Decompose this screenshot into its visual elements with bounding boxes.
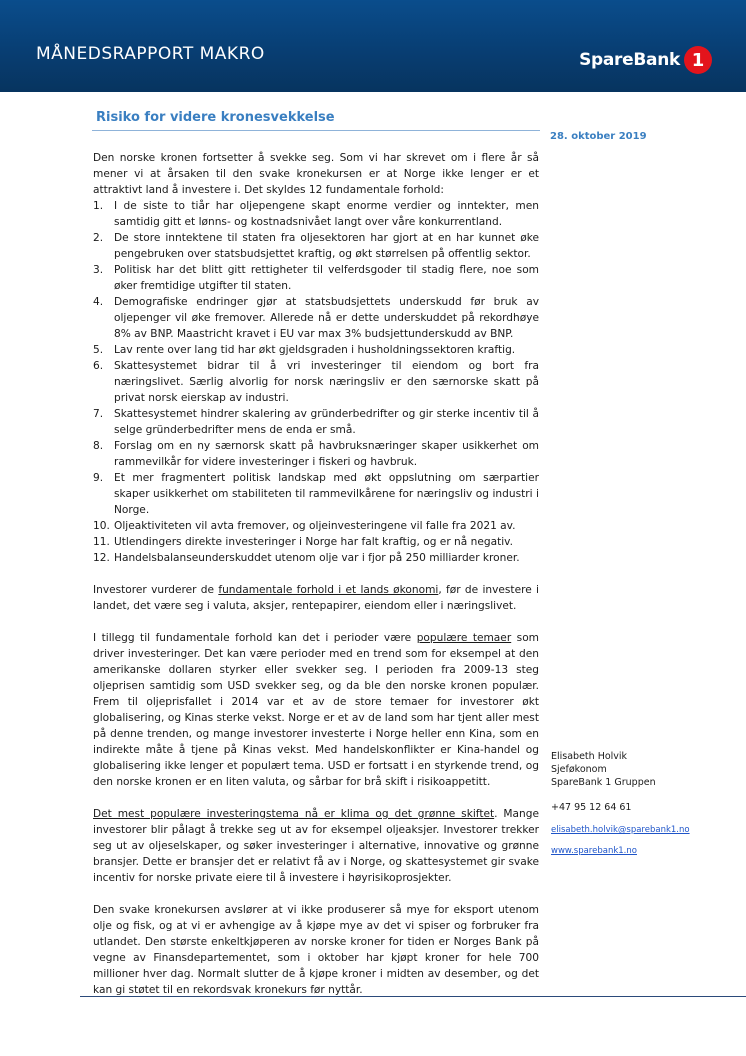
list-item-number: 4. (93, 296, 104, 308)
fundamentals-link[interactable]: fundamentale forhold i et lands økonomi (218, 584, 439, 596)
list-item-number: 10. (93, 520, 110, 532)
article-date: 28. oktober 2019 (550, 131, 647, 142)
list-item-text: Skattesystemet bidrar til å vri investeringer til eiendom og bort fra næringslivet. Særlig alvorlig for norsk næringsliv er den særnorske skatt på privat norsk eierskap av industri. (114, 360, 539, 404)
list-item-text: Oljeaktiviteten vil avta fremover, og oljeinvesteringene vil falle fra 2021 av. (114, 520, 516, 532)
list-item (93, 550, 539, 566)
list-item (93, 198, 539, 230)
author-email-link[interactable]: elisabeth.holvik@sparebank1.no (551, 825, 690, 835)
paragraph-climate (93, 806, 539, 886)
author-name: Elisabeth Holvik (551, 751, 628, 762)
website-link[interactable]: www.sparebank1.no (551, 846, 637, 856)
text-run: Investorer vurderer de (93, 584, 219, 596)
list-item-number: 9. (93, 472, 104, 484)
list-item (93, 438, 539, 470)
list-item-number: 2. (93, 232, 104, 244)
report-title: MÅNEDSRAPPORT MAKRO (36, 44, 265, 64)
author-phone: +47 95 12 64 61 (551, 802, 632, 813)
text-run: . Mange investorer blir pålagt å trekke seg ut av for eksempel oljeaksjer. Investorer trekker seg ut av oljeselskaper, og søker investeringer i alternative, innovative og grønne bransjer. Dette er bransjer det er relativt få av i Norge, og skattesystemet gir svake incentiv for norske private eiere til å investere i høyrisikoprosjekter. (93, 808, 539, 884)
intro-paragraph: Den norske kronen fortsetter å svekke seg. Som vi har skrevet om i flere år så mener vi at årsaken til den svake kronekursen er at Norge ikke lenger er et attraktivt land å investere i. Det skyldes 12 fundamentale forhold: (93, 152, 539, 196)
paragraph-themes (93, 630, 539, 790)
climate-link[interactable]: Det mest populære investeringstema nå er klima og det grønne skiftet (93, 808, 495, 820)
list-item-number: 7. (93, 408, 104, 420)
list-item (93, 518, 539, 534)
logo-text: SpareBank (579, 50, 680, 70)
author-role: Sjeføkonom (551, 764, 607, 775)
list-item-number: 8. (93, 440, 104, 452)
logo-mark: 1 (684, 46, 712, 74)
article-body (93, 150, 539, 998)
list-item-number: 1. (93, 200, 104, 212)
list-item (93, 294, 539, 342)
footer-divider (80, 996, 746, 997)
list-item (93, 470, 539, 518)
author-org: SpareBank 1 Gruppen (551, 777, 656, 788)
list-item-text: Et mer fragmentert politisk landskap med økt oppslutning om særpartier skaper usikkerhet om stabiliteten til rammevilkårene for næringsliv og industri i Norge. (114, 472, 539, 516)
popular-themes-link[interactable]: populære temaer (416, 632, 512, 644)
text-run: , før de investere i landet, det være seg i valuta, aksjer, rentepapirer, eiendom eller i næringslivet. (93, 584, 539, 612)
headline-divider (92, 130, 540, 131)
list-item-text: Politisk har det blitt gitt rettigheter til velferdsgoder til stadig flere, noe som øker fremtidige utgifter til staten. (114, 264, 539, 292)
list-item (93, 342, 539, 358)
list-item-text: Skattesystemet hindrer skalering av gründerbedrifter og gir sterke incentiv til å selge gründerbedrifter mens de enda er små. (114, 408, 539, 436)
list-item (93, 230, 539, 262)
list-item-text: I de siste to tiår har oljepengene skapt enorme verdier og inntekter, men samtidig gitt et lønns- og kostnadsnivået langt over våre konkurrentland. (114, 200, 539, 228)
factor-list (93, 198, 539, 566)
list-item-number: 3. (93, 264, 104, 276)
list-item (93, 358, 539, 406)
list-item-text: Utlendingers direkte investeringer i Norge har falt kraftig, og er nå negativ. (114, 536, 513, 548)
list-item-text: Demografiske endringer gjør at statsbudsjettets underskudd før bruk av oljepenger vil øke fremover. Allerede nå er dette underskuddet på rekordhøye 8% av BNP. Maastricht kravet i EU var max 3% budsjettunderskudd av BNP. (114, 296, 539, 340)
paragraph-krone: Den svake kronekursen avslører at vi ikke produserer så mye for eksport utenom olje og fisk, og at vi er avhengige av å kjøpe mye av det vi spiser og forbruker fra utlandet. Den største enkeltkjøperen av norske kroner for tiden er Norges Bank på vegne av Finansdepartementet, som i oktober har kjøpt kroner for hele 700 millioner hver dag. Normalt slutter de å kjøpe kroner i midten av desember, og det kan gi støtet til en rekordsvak kronekurs før nyttår. (93, 904, 539, 996)
paragraph-fundamentals (93, 582, 539, 614)
list-item-number: 12. (93, 552, 110, 564)
list-item-number: 11. (93, 536, 110, 548)
list-item (93, 534, 539, 550)
text-run: som driver investeringer. Det kan være perioder med en trend som for eksempel at den amerikanske dollaren styrker eller svekker seg. I perioden fra 2009-13 steg oljeprisen samtidig som USD svekker seg, og da ble den norske kronen populær. Frem til oljeprisfallet i 2014 var et av de store temaer for investorer økt globalisering, og Kinas sterke vekst. Norge er et av de land som har tjent aller mest på denne trenden, og mange investorer investerte i Norge heller enn Kina, som en indirekte måte å tjene på Kinas vekst. Med handelskonflikter er Kina-handel og globalisering ikke lenger et populært tema. USD er fortsatt i en styrkende trend, og den norske kronen er en liten valuta, og sårbar for brå skift i risikoappetitt. (93, 632, 539, 788)
list-item-text: Handelsbalanseunderskuddet utenom olje var i fjor på 250 milliarder kroner. (114, 552, 520, 564)
list-item-text: Forslag om en ny særnorsk skatt på havbruksnæringer skaper usikkerhet om rammevilkår for videre investeringer i fiskeri og havbruk. (114, 440, 539, 468)
list-item-number: 5. (93, 344, 104, 356)
author-contact (551, 750, 731, 858)
list-item (93, 406, 539, 438)
list-item (93, 262, 539, 294)
text-run: I tillegg til fundamentale forhold kan det i perioder være (93, 632, 417, 644)
list-item-text: De store inntektene til staten fra oljesektoren har gjort at en har kunnet øke pengebruken over statsbudsjettet kraftig, og økt størrelsen på offentlig sektor. (114, 232, 539, 260)
article-headline: Risiko for videre kronesvekkelse (96, 110, 335, 125)
list-item-number: 6. (93, 360, 104, 372)
header-banner (0, 0, 746, 92)
list-item-text: Lav rente over lang tid har økt gjeldsgraden i husholdningssektoren kraftig. (114, 344, 516, 356)
sparebank1-logo (579, 45, 712, 75)
